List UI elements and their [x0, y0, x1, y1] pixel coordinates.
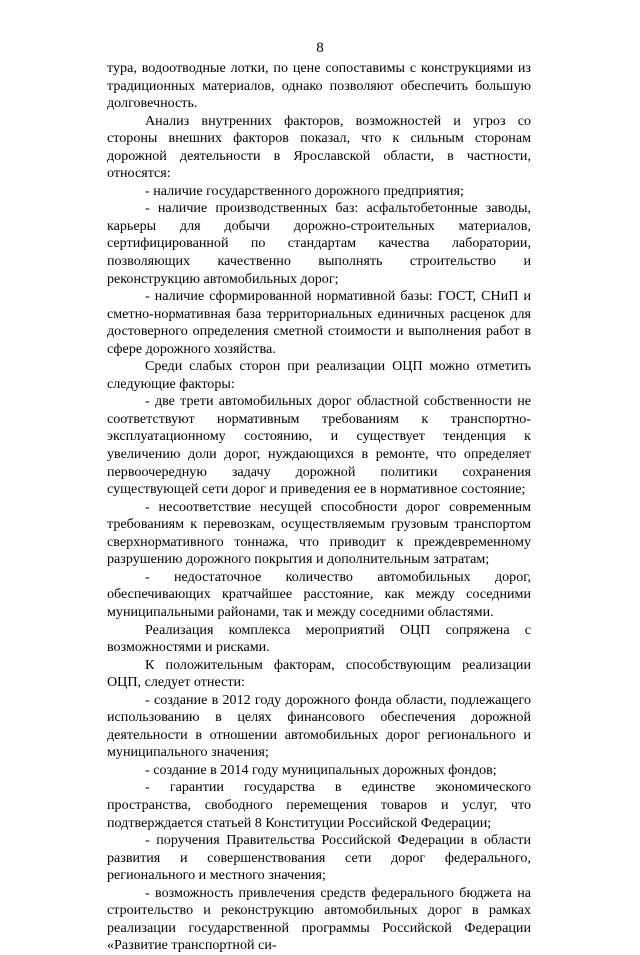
paragraph-positive-factors-intro: К положительным факторам, способствующим реализации ОЦП, следует отнести:	[107, 656, 531, 691]
paragraph-opportunities-risks: Реализация комплекса мероприятий ОЦП сопряжена с возможностями и рисками.	[107, 621, 531, 656]
list-item-strength: - наличие производственных баз: асфальтобетонные заводы, карьеры для добычи дорожно-строительных материалов, сертифицированной по стандартам качества лаборатории, позволяющих качественно выполнять строительство и реконструкцию автомобильных дорог;	[107, 200, 531, 287]
list-item-positive-factor: - поручения Правительства Российской Федерации в области развития и совершенствования сети дорог федерального, регионального и местного значения;	[107, 832, 531, 884]
list-item-weakness: - две трети автомобильных дорог областной собственности не соответствуют нормативным требованиям к транспортно-эксплуатационному состоянию, и существует тенденция к увеличению доли дорог, нуждающихся в ремонте, что определяет первоочередную задачу дорожной политики сохранения существующей сети дорог и приведения ее в нормативное состояние;	[107, 393, 531, 498]
list-item-positive-factor: - возможность привлечения средств федерального бюджета на строительство и реконструкцию автомобильных дорог в рамках реализации государственной программы Российской Федерации «Развитие транспортной си-	[107, 884, 531, 954]
document-body	[107, 60, 531, 955]
list-item-strength: - наличие государственного дорожного предприятия;	[145, 182, 464, 199]
page-number: 8	[316, 40, 324, 56]
list-item-positive-factor: - гарантии государства в единстве экономического пространства, свободного перемещения товаров и услуг, что подтверждается статьей 8 Конституции Российской Федерации;	[107, 779, 531, 831]
list-item-positive-factor: - создание в 2014 году муниципальных дорожных фондов;	[145, 761, 497, 778]
paragraph-continuation: тура, водоотводные лотки, по цене сопоставимы с конструкциями из традиционных материалов, однако позволяют обеспечить большую долговечность.	[107, 60, 531, 112]
list-item-weakness: - недостаточное количество автомобильных дорог, обеспечивающих кратчайшее расстояние, как между соседними муниципальными районами, так и между соседними областями.	[107, 568, 531, 620]
paragraph-weaknesses-intro: Среди слабых сторон при реализации ОЦП можно отметить следующие факторы:	[107, 358, 531, 392]
list-item-weakness: - несоответствие несущей способности дорог современным требованиям к перевозкам, осуществляемым грузовым транспортом сверхнормативного тоннажа, что приводит к преждевременному разрушению дорожного покрытия и дополнительным затратам;	[107, 498, 531, 568]
list-item-strength: - наличие сформированной нормативной базы: ГОСТ, СНиП и сметно-нормативная база территориальных единичных расценок для достоверного определения сметной стоимости и выполнения работ в сфере дорожного хозяйства.	[107, 288, 531, 357]
paragraph-swot-intro: Анализ внутренних факторов, возможностей и угроз со стороны внешних факторов показал, что к сильным сторонам дорожной деятельности в Ярославской области, в частности, относятся:	[107, 112, 531, 182]
list-item-positive-factor: - создание в 2012 году дорожного фонда области, подлежащего использованию в целях финансового обеспечения дорожной деятельности в отношении автомобильных дорог регионального и муниципального значения;	[107, 691, 531, 761]
